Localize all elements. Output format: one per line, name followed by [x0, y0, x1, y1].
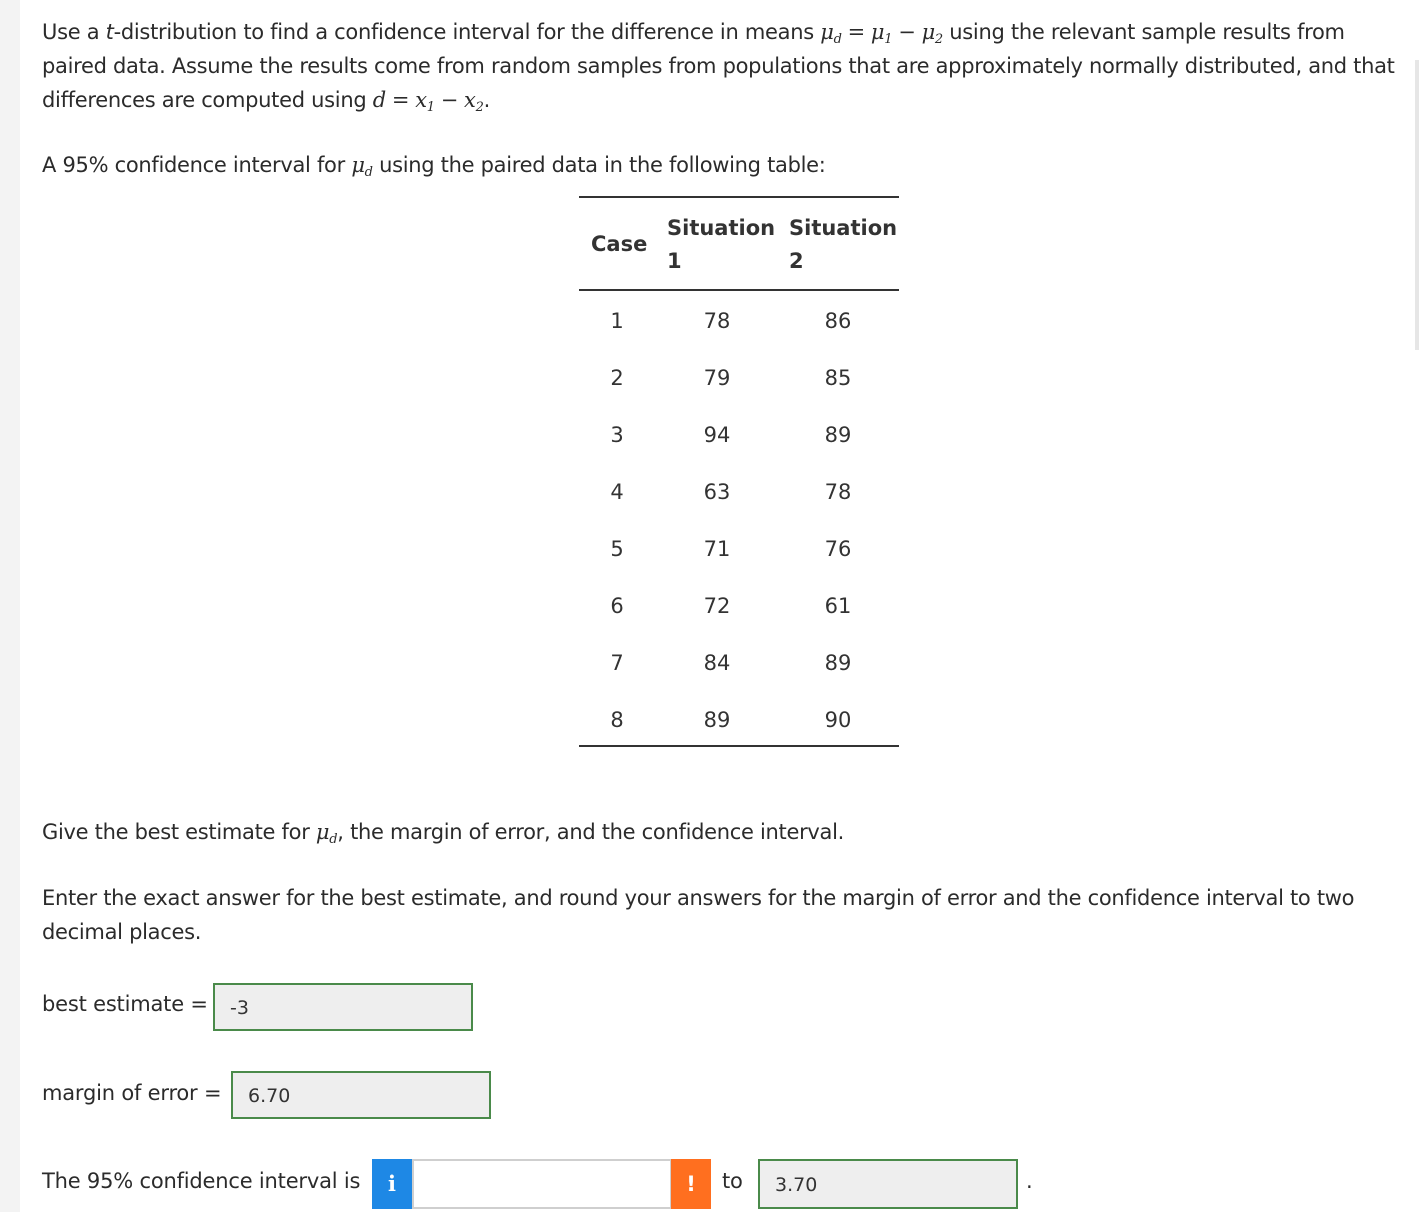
mu-d: $\mu_d$: [315, 820, 338, 847]
cell-situation-2: 61: [824, 594, 852, 618]
header-situation-2: Situation 2: [789, 216, 898, 273]
cell-situation-1: 79: [703, 366, 731, 390]
intro-paragraph: [42, 15, 1412, 117]
scrollbar-edge[interactable]: [1415, 60, 1419, 350]
table-top-rule: [579, 196, 899, 198]
best-estimate-input[interactable]: -3: [213, 983, 473, 1031]
formula-mu-diff: $\mu_d = \mu_1 - \mu_2$: [820, 20, 943, 47]
cell-situation-1: 84: [703, 651, 731, 675]
cell-situation-1: 72: [703, 594, 731, 618]
mu-d: $\mu_d$: [351, 153, 373, 180]
table-header-rule: [579, 289, 899, 291]
end-period: .: [1026, 1169, 1033, 1193]
cell-situation-2: 76: [824, 537, 852, 561]
margin-of-error-input[interactable]: 6.70: [231, 1071, 491, 1119]
cell-situation-1: 71: [703, 537, 731, 561]
cell-situation-2: 86: [824, 309, 852, 333]
give-estimate-text: Give the best estimate for $\mu_d$, the margin of error, and the confidence interval.: [42, 820, 845, 847]
ci-intro: A 95% confidence interval for $\mu_d$ using the paired data in the following table:: [42, 153, 826, 180]
ci-lower-input[interactable]: [412, 1159, 672, 1209]
cell-situation-1: 78: [703, 309, 731, 333]
to-label: to: [722, 1169, 743, 1193]
cell-case: 2: [610, 366, 624, 390]
cell-situation-1: 63: [703, 480, 731, 504]
cell-situation-2: 89: [824, 651, 852, 675]
best-estimate-label: best estimate =: [42, 992, 208, 1016]
intro-line-1: Use a t-distribution to find a confidence interval for the difference in means $\mu_d = \mu_1 - \mu_2$ using the relevant sample results from: [42, 20, 1345, 47]
question-panel: [20, 0, 1419, 1212]
table-bottom-rule: [579, 745, 899, 747]
cell-situation-2: 89: [824, 423, 852, 447]
cell-case: 1: [610, 309, 624, 333]
header-case: Case: [591, 232, 648, 256]
cell-case: 6: [610, 594, 624, 618]
cell-situation-2: 90: [824, 708, 852, 732]
cell-situation-2: 85: [824, 366, 852, 390]
header-situation-1: Situation 1: [667, 216, 776, 273]
intro-line-2: paired data. Assume the results come from random samples from populations that are approximately normally distributed, and that: [42, 54, 1395, 78]
info-icon[interactable]: i: [372, 1159, 412, 1209]
formula-d: $d = x_1 - x_2$: [372, 88, 484, 115]
ci-upper-input[interactable]: 3.70: [758, 1159, 1018, 1209]
margin-of-error-label: margin of error =: [42, 1081, 222, 1105]
cell-case: 7: [610, 651, 624, 675]
cell-situation-1: 94: [703, 423, 731, 447]
cell-situation-2: 78: [824, 480, 852, 504]
cell-case: 5: [610, 537, 624, 561]
instructions-text: Enter the exact answer for the best estimate, and round your answers for the margin of error and the confidence interval to two decimal places.: [42, 886, 1355, 944]
cell-case: 4: [610, 480, 624, 504]
cell-case: 8: [610, 708, 624, 732]
cell-case: 3: [610, 423, 624, 447]
cell-situation-1: 89: [703, 708, 731, 732]
intro-line-3: differences are computed using $d = x_1 - x_2$.: [42, 88, 490, 115]
t-letter: t: [105, 20, 114, 44]
warning-icon[interactable]: !: [671, 1159, 711, 1209]
ci-label: The 95% confidence interval is: [42, 1169, 361, 1193]
